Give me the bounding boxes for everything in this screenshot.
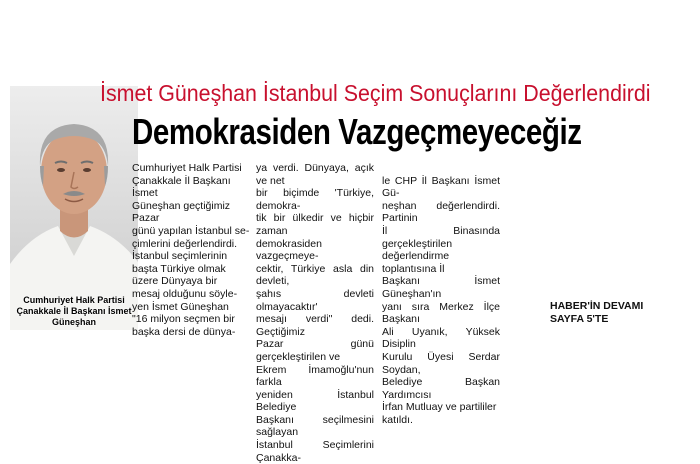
newspaper-clipping xyxy=(10,60,690,464)
portrait-photo xyxy=(10,86,138,330)
article-column-3-text: le CHP İl Başkanı İsmet Gü- neşhan değerlendirdi. Partinin İl Binasında gerçekleştirilen değerlendirme toplantısına İl Başkanı İsmet Güneşhan'ın yanı sıra Merkez İlçe Başkanı Ali Uyanık, Yüksek Disiplin Kurulu Üyesi Serdar Soydan, Belediye Başkan Yardımcısı İrfan Mutluay ve partililer katıldı. xyxy=(382,174,500,426)
portrait-illustration xyxy=(10,86,138,330)
article-column-2: ya verdi. Dünyaya, açık ve net bir biçimde 'Türkiye, demokra- tik bir ülkedir ve hiçbir zaman demokrasiden vazgeçmeye- cektir, Türkiye asla din devleti, şahıs devleti olmayacaktır' mesajı verdi" dedi. Geçtiğimiz Pazar günü gerçekleştirilen ve Ekrem İmamoğlu'nun farkla yeniden İstanbul Belediye Başkanı seçilmesini sağlayan İstanbul Seçimlerini Çanakka- xyxy=(256,162,374,464)
article-column-3 xyxy=(382,162,500,439)
article-kicker: İsmet Güneşhan İstanbul Seçim Sonuçlarını Değerlendirdi xyxy=(100,80,651,106)
article-headline: Demokrasiden Vazgeçmeyeceğiz xyxy=(132,111,582,152)
photo-caption-line-2: Çanakkale İl Başkanı İsmet Güneşhan xyxy=(16,306,132,327)
photo-caption-line-1: Cumhuriyet Halk Partisi xyxy=(23,295,125,305)
photo-caption xyxy=(10,295,138,328)
article-column-1: Cumhuriyet Halk Partisi Çanakkale İl Başkanı İsmet Güneşhan geçtiğimiz Pazar günü yapılan İstanbul se- çimlerini değerlendirdi. İstanbul seçimlerinin başta Türkiye olmak üzere Dünyaya bir mesaj olduğunu söyle- yen İsmet Güneşhan "16 milyon seçmen bir başka dersi de dünya- xyxy=(132,162,250,338)
continued-notice: HABER'İN DEVAMI SAYFA 5'TE xyxy=(550,300,644,325)
